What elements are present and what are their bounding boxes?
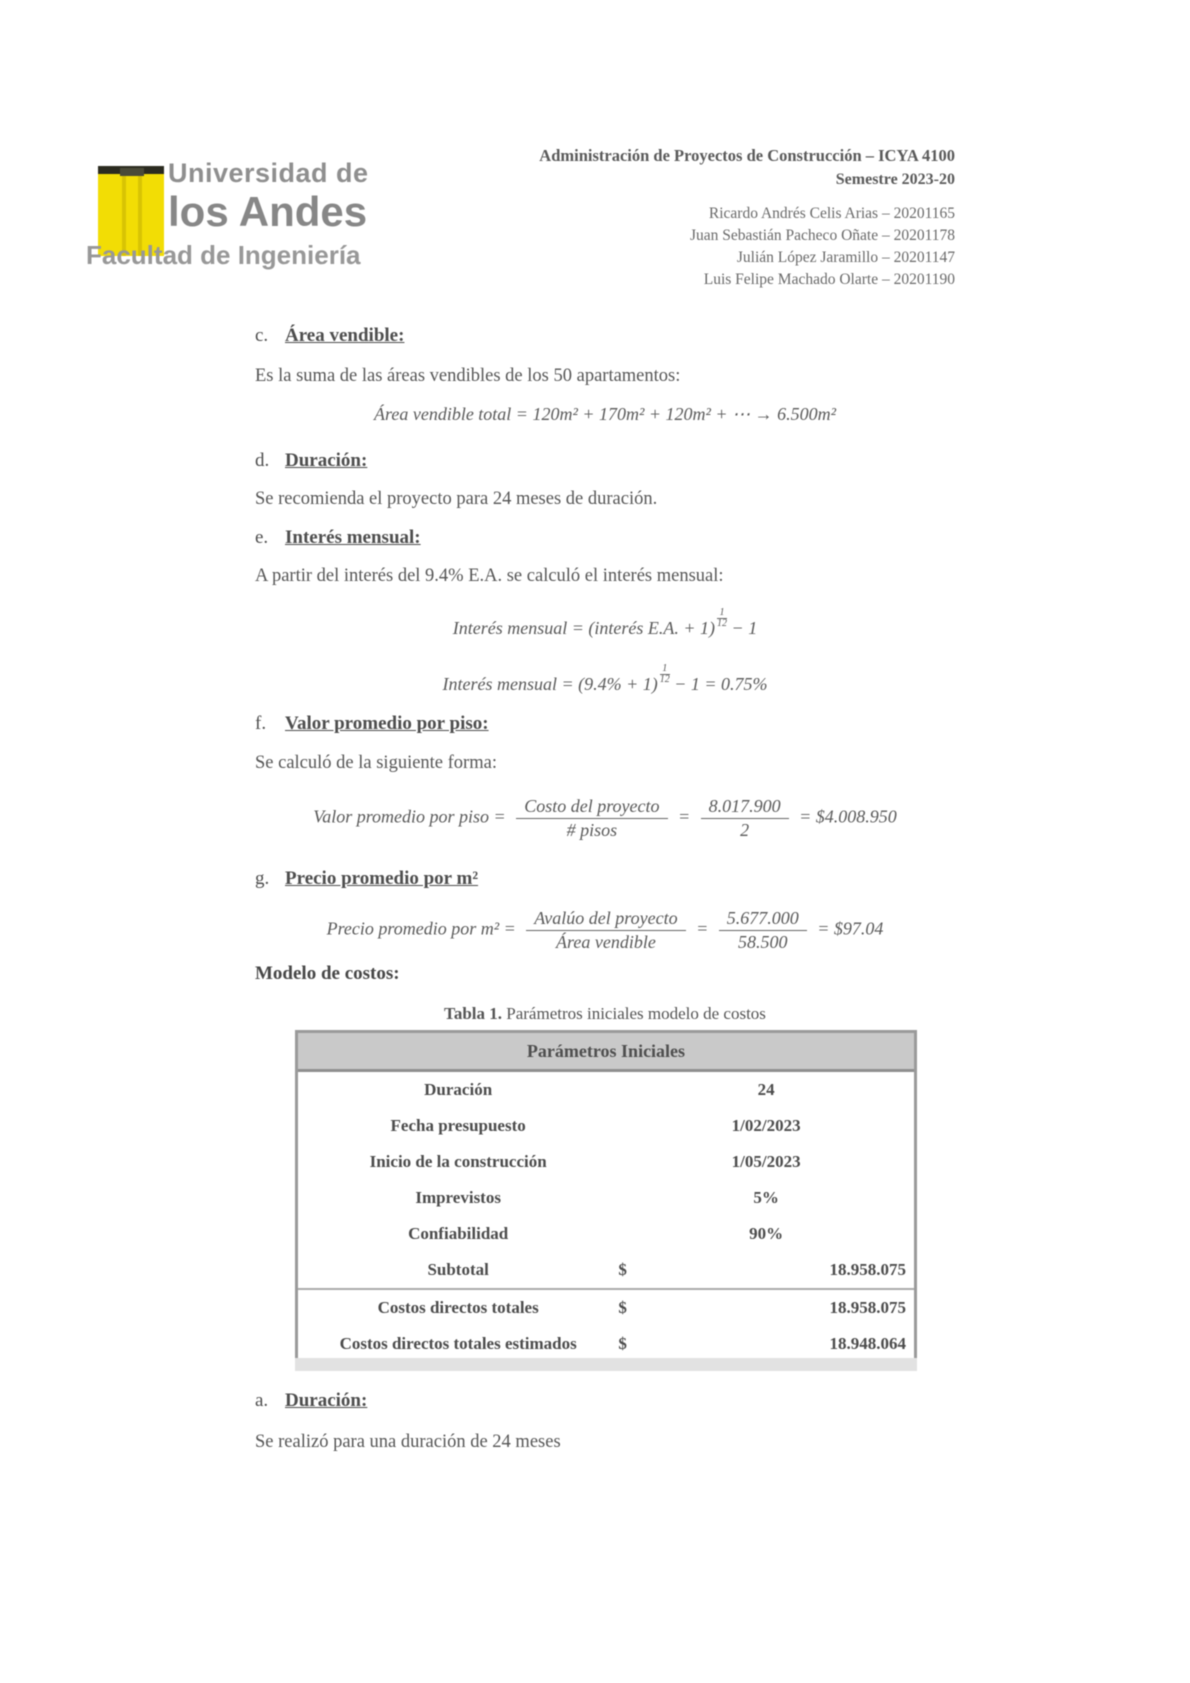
item-letter: g.	[255, 868, 270, 889]
author-line: Juan Sebastián Pacheco Oñate – 20201178	[689, 227, 955, 244]
item-label: Valor promedio por piso:	[285, 713, 489, 734]
course-title: Administración de Proyectos de Construcción – ICYA 4100	[539, 146, 955, 165]
formula-text: Valor promedio por piso =	[313, 806, 506, 827]
item-letter: a.	[255, 1390, 269, 1411]
table-caption-text: Parámetros iniciales modelo de costos	[502, 1004, 766, 1023]
author-line: Luis Felipe Machado Olarte – 20201190	[703, 271, 955, 288]
list-item-area	[255, 325, 404, 347]
row-value: 1/02/2023	[731, 1116, 801, 1135]
table-row	[298, 1072, 914, 1108]
paragraph-interes: A partir del interés del 9.4% E.A. se calculó el interés mensual:	[255, 566, 724, 586]
list-item-m2	[255, 868, 478, 890]
table-row	[298, 1144, 914, 1180]
row-value: 5%	[753, 1188, 779, 1207]
logo-university-line1: Universidad de	[168, 158, 369, 188]
authors-block	[455, 203, 955, 291]
item-label: Duración:	[285, 1390, 368, 1411]
paragraph-piso: Se calculó de la siguiente forma:	[255, 753, 497, 773]
paragraph-area: Es la suma de las áreas vendibles de los 50 apartamentos:	[255, 366, 681, 386]
fraction	[526, 908, 685, 953]
table-row	[298, 1108, 914, 1144]
fraction-numerator: 8.017.900	[701, 796, 789, 819]
row-value: 24	[757, 1080, 775, 1099]
fraction	[701, 796, 789, 841]
item-label: Duración:	[285, 450, 368, 471]
emblem-cap-icon	[120, 168, 144, 176]
fraction-denominator: 58.500	[737, 932, 788, 952]
table-row	[298, 1180, 914, 1216]
formula-area: Área vendible total = 120m² + 170m² + 120m² + ⋯ → 6.500m²	[374, 404, 836, 424]
item-label: Área vendible:	[285, 325, 405, 346]
formula-text: = $4.008.950	[799, 806, 897, 827]
table-row-subtotal	[298, 1252, 914, 1288]
table-header-row: Parámetros Iniciales	[298, 1033, 914, 1072]
paragraph-final: Se realizó para una duración de 24 meses	[255, 1432, 561, 1452]
logo-university-line2: los Andes	[168, 188, 368, 235]
list-item-interes	[255, 527, 421, 549]
section-heading-modelo-de-costos: Modelo de costos:	[255, 963, 400, 984]
list-item-duracion-2	[255, 1390, 367, 1412]
row-label: Duración	[424, 1080, 493, 1099]
item-letter: e.	[255, 527, 269, 548]
fraction	[719, 908, 807, 953]
item-label: Precio promedio por m²	[285, 868, 479, 889]
row-value: 90%	[749, 1224, 784, 1243]
exponent-fraction	[717, 608, 727, 629]
formula-m2	[255, 908, 955, 953]
list-item-piso	[255, 713, 489, 735]
row-label: Confiabilidad	[408, 1224, 509, 1243]
exponent-denominator: 12	[717, 618, 728, 629]
table-row-costos-estimados	[298, 1326, 914, 1362]
formula-interes-1	[255, 608, 955, 639]
table-row-costos-directos	[298, 1288, 914, 1326]
fraction	[516, 796, 667, 841]
row-label: Fecha presupuesto	[390, 1116, 526, 1135]
fraction-denominator: 2	[740, 820, 750, 840]
currency-symbol: $	[618, 1334, 627, 1353]
author-line: Ricardo Andrés Celis Arias – 20201165	[708, 205, 955, 222]
exponent-denominator: 12	[659, 674, 670, 685]
item-letter: d.	[255, 450, 270, 471]
formula-text: − 1 = 0.75%	[674, 674, 768, 694]
logo-faculty: Facultad de Ingeniería	[86, 240, 361, 270]
item-letter: f.	[255, 713, 267, 734]
formula-text: − 1	[731, 618, 758, 638]
row-value: 18.948.064	[829, 1334, 906, 1353]
exponent-numerator: 1	[660, 664, 670, 675]
semester-label: Semestre 2023-20	[835, 171, 955, 188]
row-label: Imprevistos	[415, 1188, 501, 1207]
row-label: Costos directos totales estimados	[339, 1334, 577, 1353]
fraction-numerator: 5.677.000	[719, 908, 807, 931]
formula-interes-2	[255, 664, 955, 695]
exponent-fraction	[660, 664, 670, 685]
table-row	[298, 1216, 914, 1252]
formula-text: =	[696, 918, 709, 939]
paragraph-duracion: Se recomienda el proyecto para 24 meses de duración.	[255, 489, 658, 509]
row-label: Subtotal	[427, 1260, 489, 1279]
table-shadow-band	[295, 1358, 917, 1371]
fraction-numerator: Avalúo del proyecto	[526, 908, 685, 931]
formula-piso	[255, 796, 955, 841]
exponent-numerator: 1	[717, 608, 727, 619]
formula-text: Interés mensual = (9.4% + 1)	[442, 674, 658, 694]
table-caption	[255, 1004, 955, 1024]
formula-text: =	[678, 806, 691, 827]
cost-parameters-table	[295, 1030, 917, 1364]
fraction-denominator: Área vendible	[556, 932, 656, 952]
row-label: Costos directos totales	[377, 1298, 539, 1317]
item-label: Interés mensual:	[285, 527, 421, 548]
fraction-numerator: Costo del proyecto	[516, 796, 667, 819]
formula-text: Precio promedio por m² =	[326, 918, 516, 939]
formula-text: Interés mensual = (interés E.A. + 1)	[452, 618, 716, 638]
currency-symbol: $	[618, 1260, 627, 1279]
list-item-duracion	[255, 450, 367, 472]
author-line: Julián López Jaramillo – 20201147	[736, 249, 955, 266]
row-value: 18.958.075	[829, 1298, 906, 1317]
fraction-denominator: # pisos	[566, 820, 618, 840]
item-letter: c.	[255, 325, 269, 346]
currency-symbol: $	[618, 1298, 627, 1317]
row-value: 18.958.075	[829, 1260, 906, 1279]
row-label: Inicio de la construcción	[369, 1152, 547, 1171]
table-caption-number: Tabla 1.	[444, 1004, 503, 1023]
row-value: 1/05/2023	[731, 1152, 801, 1171]
formula-text: = $97.04	[817, 918, 884, 939]
